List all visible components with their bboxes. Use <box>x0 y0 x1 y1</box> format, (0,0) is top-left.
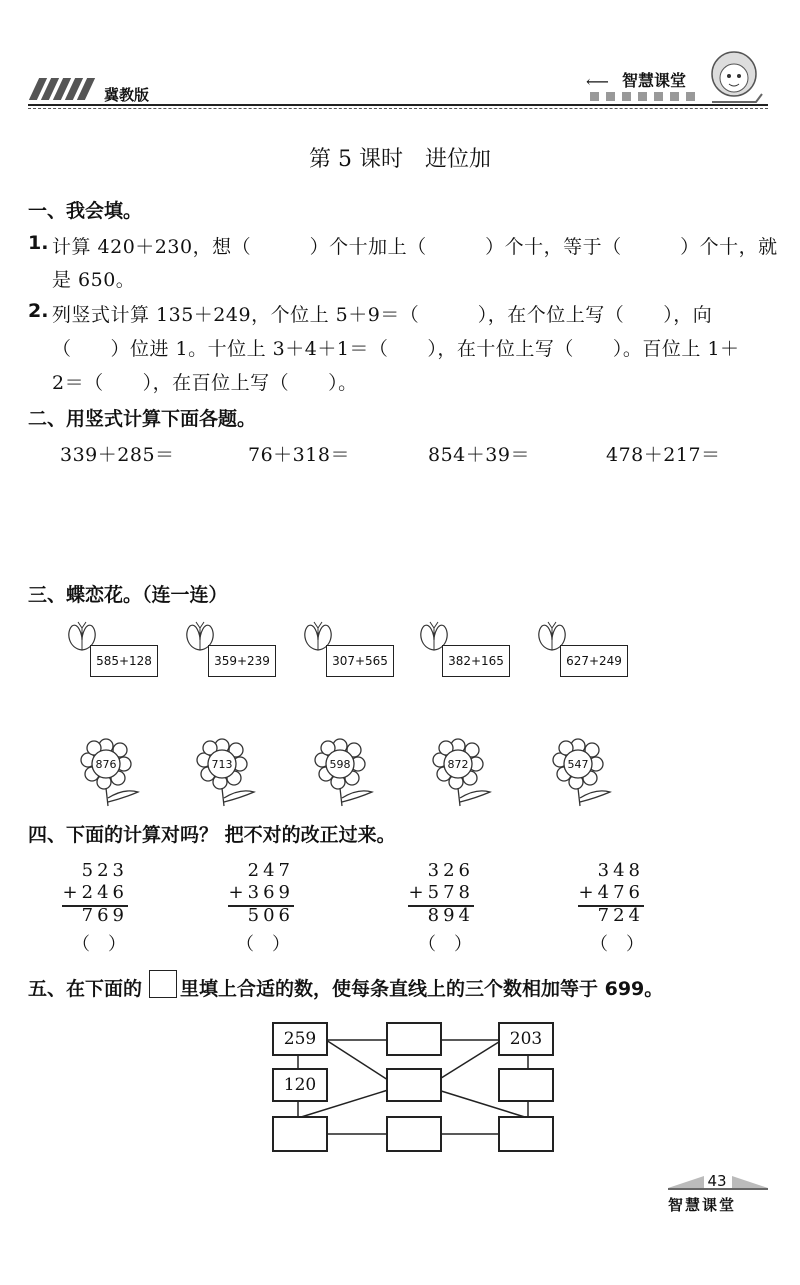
calc1-bottom: +246 <box>62 882 128 903</box>
calc2-bottom: +369 <box>228 882 294 903</box>
lesson-title: 第 5 课时 进位加 <box>309 147 491 172</box>
calc3-result: 894 <box>427 905 474 926</box>
flower-number[interactable]: 598 <box>329 758 351 771</box>
calc1-top: 523 <box>81 860 128 881</box>
q2-line1: 列竖式计算 135＋249，个位上 5＋9＝（ ），在个位上写（ ），向 <box>52 304 713 326</box>
q2-line2: （ ）位进 1。十位上 3＋4＋1＝（ ），在十位上写（ ）。百位上 1＋ <box>52 338 740 360</box>
expression-box[interactable]: 359+239 <box>208 645 276 677</box>
problem-1: 339＋285＝ <box>60 444 175 466</box>
box-bottom-right[interactable] <box>498 1116 554 1152</box>
calc3-top: 326 <box>427 860 474 881</box>
section4-heading: 四、下面的计算对吗？ 把不对的改正过来。 <box>28 824 396 846</box>
problem-3: 854＋39＝ <box>428 444 530 466</box>
flower-number[interactable]: 872 <box>447 758 469 771</box>
q1-line1: 计算 420＋230，想（ ）个十加上（ ）个十，等于（ ）个十，就 <box>52 236 778 258</box>
calc4-answer-paren[interactable]: （ ） <box>590 934 644 955</box>
arrow-icon: ⟵ <box>586 72 609 91</box>
box-center[interactable] <box>386 1068 442 1102</box>
girl-mascot-icon <box>702 46 766 106</box>
calc2-top: 247 <box>247 860 294 881</box>
header-rule <box>28 104 768 106</box>
calc4-result: 724 <box>597 905 644 926</box>
q1-line2: 是 650。 <box>52 269 136 291</box>
calc1-result: 769 <box>81 905 128 926</box>
section5-heading-b: 里填上合适的数，使每条直线上的三个数相加等于 699。 <box>180 978 664 1000</box>
box-bottom-left[interactable] <box>272 1116 328 1152</box>
section3-heading: 三、蝶恋花。（连一连） <box>28 584 228 606</box>
calc3-answer-paren[interactable]: （ ） <box>418 934 472 955</box>
section1-heading: 一、我会填。 <box>28 200 143 222</box>
q1-number: 1. <box>28 232 49 254</box>
expression-box[interactable]: 627+249 <box>560 645 628 677</box>
flower-number[interactable]: 713 <box>211 758 233 771</box>
header-brand: 智慧课堂 <box>622 71 687 90</box>
expression-box[interactable]: 382+165 <box>442 645 510 677</box>
footer-brand: 智慧课堂 <box>668 1196 737 1214</box>
box-top-middle[interactable] <box>386 1022 442 1056</box>
box-top-left: 259 <box>272 1022 328 1056</box>
calc4-top: 348 <box>597 860 644 881</box>
flower-icon <box>196 738 276 808</box>
calc4-bottom: +476 <box>578 882 644 903</box>
header-dashed-rule <box>28 108 768 109</box>
edition-label: 冀教版 <box>104 86 150 104</box>
flower-number[interactable]: 547 <box>567 758 589 771</box>
blank-box-icon <box>149 970 177 998</box>
page-number: 43 <box>707 1172 727 1190</box>
flower-icon <box>80 738 160 808</box>
expression-box[interactable]: 585+128 <box>90 645 158 677</box>
calc2-result: 506 <box>247 905 294 926</box>
box-top-right: 203 <box>498 1022 554 1056</box>
q2-line3: 2＝（ ），在百位上写（ ）。 <box>52 372 358 394</box>
calc2-answer-paren[interactable]: （ ） <box>236 934 290 955</box>
box-bottom-middle[interactable] <box>386 1116 442 1152</box>
problem-4: 478＋217＝ <box>606 444 721 466</box>
flower-number[interactable]: 876 <box>95 758 117 771</box>
calc1-answer-paren[interactable]: （ ） <box>72 934 126 955</box>
problem-2: 76＋318＝ <box>248 444 350 466</box>
section2-heading: 二、用竖式计算下面各题。 <box>28 408 257 430</box>
expression-box[interactable]: 307+565 <box>326 645 394 677</box>
q2-number: 2. <box>28 300 49 322</box>
flower-icon <box>432 738 512 808</box>
box-mid-left: 120 <box>272 1068 328 1102</box>
box-mid-right[interactable] <box>498 1068 554 1102</box>
flower-icon <box>314 738 394 808</box>
section5-heading-a: 五、在下面的 <box>28 978 143 1000</box>
flower-icon <box>552 738 632 808</box>
calc3-bottom: +578 <box>408 882 474 903</box>
